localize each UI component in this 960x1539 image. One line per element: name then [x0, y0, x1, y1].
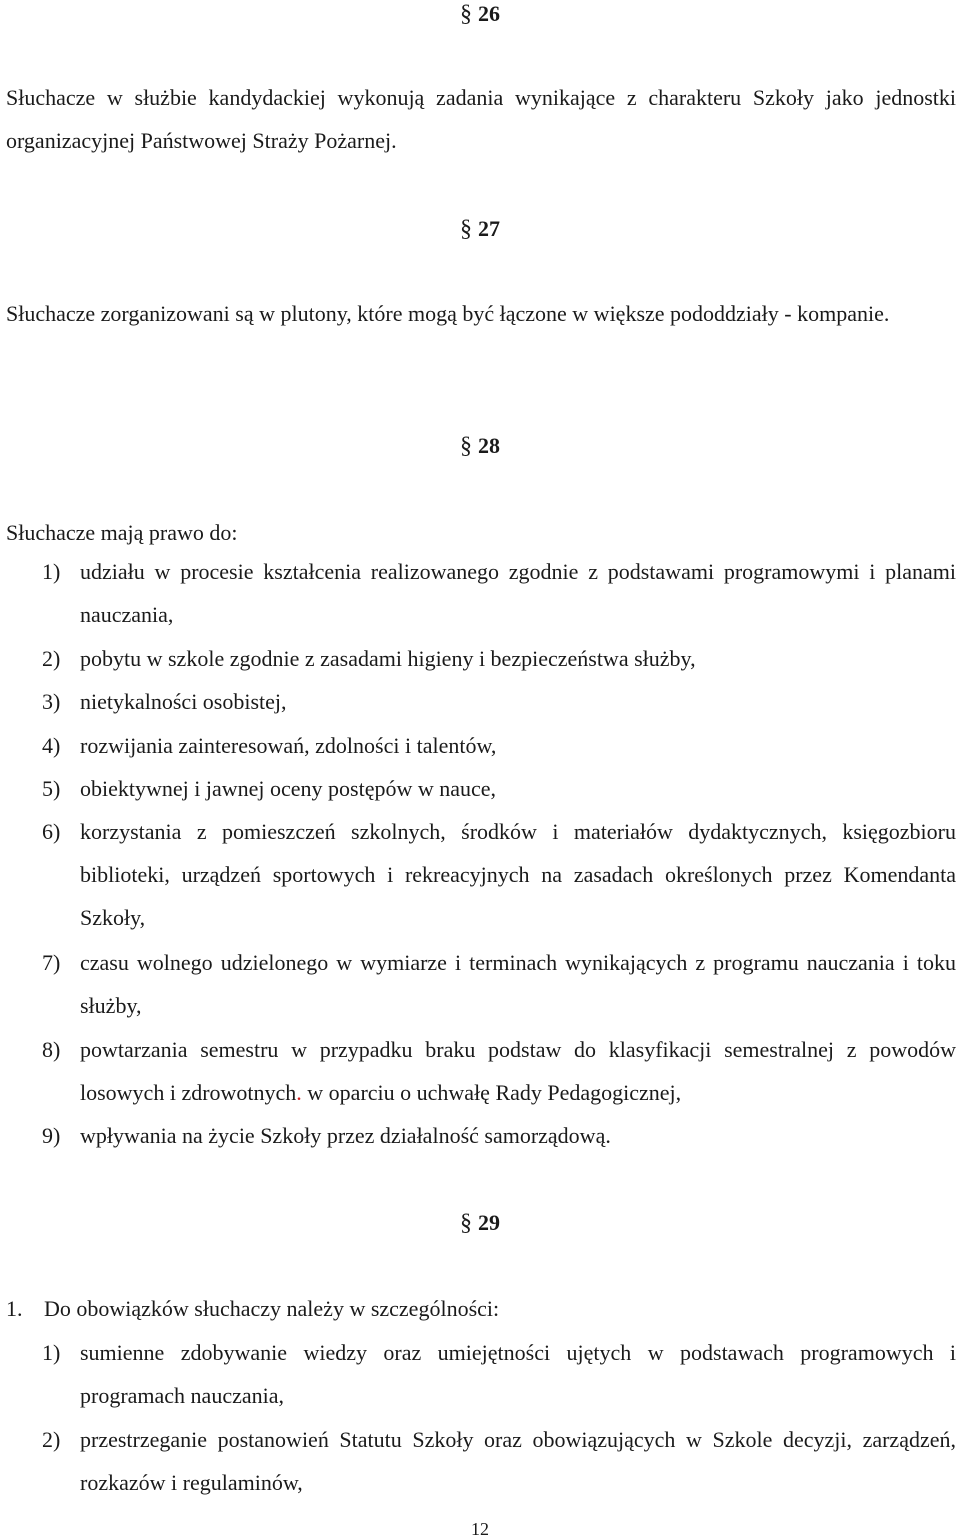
point-text: Do obowiązków słuchaczy należy w szczególności: — [44, 1296, 500, 1321]
list-marker: 1) — [42, 559, 61, 584]
list-item — [42, 1114, 956, 1157]
list-item — [42, 680, 956, 723]
list-marker: 6) — [42, 819, 61, 844]
section-number: 27 — [478, 216, 500, 241]
list-marker: 2) — [42, 1427, 61, 1452]
point-marker: 1. — [6, 1296, 23, 1321]
section-27-text: Słuchacze zorganizowani są w plutony, które mogą być łączone w większe pododdziały - kompanie. — [6, 301, 890, 326]
page-number: 12 — [471, 1519, 489, 1539]
list-item — [42, 1331, 956, 1417]
section-26-text: Słuchacze w służbie kandydackiej wykonują zadania wynikające z charakteru Szkoły jako jednostki organizacyjnej Państwowej Straży Pożarnej. — [6, 85, 956, 153]
list-item-text: czasu wolnego udzielonego w wymiarze i terminach wynikających z programu nauczania i toku służby, — [80, 950, 956, 1018]
list-item-text: przestrzeganie postanowień Statutu Szkoły oraz obowiązujących w Szkole decyzji, zarządzeń, rozkazów i regulaminów, — [80, 1427, 956, 1495]
list-marker: 3) — [42, 689, 61, 714]
section-28-intro: Słuchacze mają prawo do: — [6, 520, 238, 545]
list-item — [42, 941, 956, 1027]
list-item-text-continued: w oparciu o uchwałę Rady Pedagogicznej, — [301, 1080, 682, 1105]
list-item — [42, 550, 956, 636]
list-marker: 7) — [42, 950, 61, 975]
section-symbol: § — [460, 433, 472, 459]
list-item — [42, 810, 956, 939]
list-item-text: korzystania z pomieszczeń szkolnych, środków i materiałów dydaktycznych, księgozbioru biblioteki, urządzeń sportowych i rekreacyjnych na zasadach określonych przez Komendanta Szkoły, — [80, 819, 956, 930]
section-number: 28 — [478, 433, 500, 458]
section-symbol: § — [460, 216, 472, 242]
list-marker: 9) — [42, 1123, 61, 1148]
list-item — [42, 1028, 956, 1114]
list-item — [42, 767, 956, 810]
list-item — [42, 724, 956, 767]
section-number: 29 — [478, 1210, 500, 1235]
section-symbol: § — [460, 1, 472, 27]
section-number: 26 — [478, 1, 500, 26]
section-symbol: § — [460, 1210, 472, 1236]
list-item-text: rozwijania zainteresowań, zdolności i talentów, — [80, 733, 497, 758]
section-heading-27 — [0, 215, 960, 243]
section-heading-26 — [0, 0, 960, 28]
list-item — [42, 637, 956, 680]
highlighted-punctuation: . — [296, 1080, 302, 1105]
list-item-text: obiektywnej i jawnej oceny postępów w nauce, — [80, 776, 497, 801]
list-item-text: pobytu w szkole zgodnie z zasadami higieny i bezpieczeństwa służby, — [80, 646, 696, 671]
list-item-text: nietykalności osobistej, — [80, 689, 287, 714]
list-marker: 5) — [42, 776, 61, 801]
list-marker: 4) — [42, 733, 61, 758]
list-item-text: wpływania na życie Szkoły przez działalność samorządową. — [80, 1123, 611, 1148]
list-item-text: udziału w procesie kształcenia realizowanego zgodnie z podstawami programowymi i planami nauczania, — [80, 559, 956, 627]
list-marker: 1) — [42, 1340, 61, 1365]
numbered-point — [6, 1287, 956, 1330]
list-marker: 2) — [42, 646, 61, 671]
section-heading-28 — [0, 432, 960, 460]
list-item-text: sumienne zdobywanie wiedzy oraz umiejętności ujętych w podstawach programowych i programach nauczania, — [80, 1340, 956, 1408]
section-heading-29 — [0, 1209, 960, 1237]
list-item — [42, 1418, 956, 1504]
list-marker: 8) — [42, 1037, 61, 1062]
list-item-text: powtarzania semestru w przypadku braku podstaw do klasyfikacji semestralnej z powodów losowych i zdrowotnych — [80, 1037, 956, 1105]
